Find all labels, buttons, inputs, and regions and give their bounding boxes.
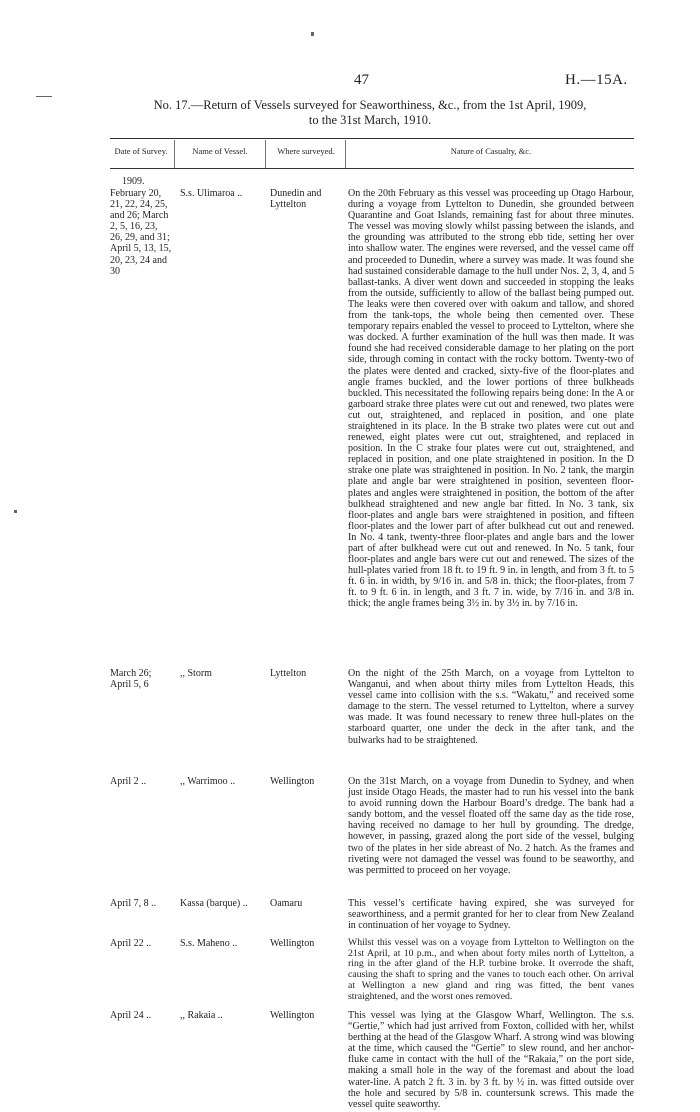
table-row (110, 776, 634, 890)
row-place: Wellington (270, 938, 315, 949)
row-nature: This vessel’s certificate having expired, she was surveyed for seaworthiness, and a permit granted for her to clear from New Zealand in continuation of her voyage to Sydney. (348, 898, 634, 932)
row-place: Wellington (270, 776, 315, 787)
row-place: Dunedin and Lyttelton (270, 188, 322, 211)
row-date: April 2 .. (110, 776, 147, 787)
row-date: April 24 .. (110, 1010, 152, 1021)
header-nature: Nature of Casualty, &c. (450, 146, 532, 156)
row-vessel: S.s. Ulimaroa .. (180, 188, 243, 199)
title-line-2: to the 31st March, 1910. (308, 113, 432, 127)
row-nature: Whilst this vessel was on a voyage from Lyttelton to Wellington on the 21st April, at 10 p.m., and when about forty miles north of Lyttelton, a ring in the after gland of the H.P. turbine broke. It overrode the shaft, causing the shaft to spring and the vanes to touch each other. On arrival at Wellington a new gland and ring was fitted, the bent vanes straightened, and the worst ones removed. (348, 937, 634, 1002)
row-date: April 7, 8 .. (110, 898, 157, 909)
table-row (110, 1010, 634, 1110)
row-nature: On the 31st March, on a voyage from Dunedin to Sydney, and when just inside Otago Heads, the master had to run his vessel into the bank to avoid running down the Harbour Board’s dredge. The bank had a sandy bottom, and the vessel floated off the same day as the tide rose, having received no damage to her hull by grounding. The dredge, however, in passing, grazed along the port side of the vessel, bulging two of the plates in her side abreast of No. 2 hatch. As the frames and riveting were not damaged the vessel was found to be seaworthy, and was permitted to proceed on her voyage. (348, 776, 634, 876)
row-date: March 26; April 5, 6 (110, 668, 152, 691)
row-vessel: Kassa (barque) .. (180, 898, 248, 909)
row-vessel: ,, Storm (180, 668, 212, 679)
scan-speck (36, 96, 52, 97)
table-row (110, 188, 634, 658)
page-reference: H.—15A. (565, 72, 628, 88)
page-number: 47 (354, 72, 369, 88)
scan-speck (311, 32, 314, 36)
header-divider (265, 140, 266, 168)
year-label (110, 176, 634, 187)
header-divider (174, 140, 175, 168)
row-place: Oamaru (270, 898, 303, 909)
table-header (110, 140, 634, 168)
row-place: Lyttelton (270, 668, 307, 679)
header-date: Date of Survey. (114, 146, 168, 156)
header-bottom-rule (110, 168, 634, 169)
row-place: Wellington (270, 1010, 315, 1021)
row-nature: This vessel was lying at the Glasgow Wharf, Wellington. The s.s. “Gertie,” which had just arrived from Foxton, collided with her, whilst berthing at the head of the Glasgow Wharf. A strong wind was blowing at the time, which caused the “Gertie” to slew round, and her anchor-fluke came in contact with the hull of the “Rakaia,” on the port side, making a small hole in the way of the foremast and about the load water-line. A patch 2 ft. 3 in. by 3 ft. by ½ in. was fitted outside over the hole and secured by 5/8 in. countersunk screws. This made the vessel quite seaworthy. (348, 1010, 634, 1110)
scan-speck (14, 510, 17, 513)
survey-year: 1909. (122, 176, 145, 187)
header-top-rule (110, 138, 634, 139)
row-nature: On the 20th February as this vessel was proceeding up Otago Harbour, during a voyage from Lyttelton to Dunedin, she grounded between Quarantine and Goat Islands, remaining fast for about three minutes. The vessel was moving slowly whilst passing between the islands, and the grounding was attributed to the strong ebb tide, setting her over into shallow water. The engines were reversed, and the vessel came off and proceeded to Dunedin, where a survey was made. It was found she had sustained considerable damage to the hull under Nos. 2, 3, 4, and 5 ballast-tanks. A diver went down and succeeded in stopping the leaks from the outside, sufficiently to allow of the ballast being pumped out. The leaks were then covered over with oakum and tallow, and shored from the tank-tops, the whole being then cemented over. These temporary repairs enabled the vessel to proceed to Lyttelton, where she was docked. A further examination of the hull was then made. It was found she had received considerable damage to her plating on the port side, through coming in contact with the rocky bottom. Twenty-two of the plates were dented and cracked, sixty-five of the floor-plates and angle frames buckled, and the lower portions of three bulkheads buckled. This necessitated the following repairs being done: In the A or garboard strake three plates were cut out and renewed, two plates were cut out, straightened, and replaced in position, and one plate straightened in its place. In the B strake two plates were cut out and renewed, eight plates were cut out, straightened, and replaced in position. In the C strake four plates were cut out, straightened, and replaced in position, and one plate straightened in position. In the D strake one plate was straightened in position. In No. 2 tank, the margin plate and angle bar were straightened in position, seventeen floor-plates and angles were straightened in position, the bottom of the after bulkhead straightened and new angle bar fitted. In No. 3 tank, six floor-plates and angle bars were straightened in position, and fifteen floor-plates and the lower part of after bulkhead cut out and renewed. In No. 4 tank, twenty-three floor-plates and angle bars and the lower part of after bulkhead were cut out and renewed. In No. 5 tank, four floor-plates and angle bars were cut out and renewed. The sizes of the hull-plates varied from 18 ft. to 19 ft. 9 in. in length, and from 3 ft. to 5 ft. 6 in. in width, by 9/16 in. and 5/8 in. thick; the floor-plates, from 7 ft. to 9 ft. 6 in. in length, and 3 ft. 7 in. wide, by 7/16 in. and 3/8 in. thick; the angle frames being 3½ in. by 3½ in. by 7/16 in. (348, 188, 634, 610)
title-line-1: No. 17.—Return of Vessels surveyed for Seaworthiness, &c., from the 1st April, 1909, (153, 98, 587, 112)
table-title (110, 98, 630, 128)
row-date: April 22 .. (110, 938, 152, 949)
row-vessel: S.s. Maheno .. (180, 938, 238, 949)
table-row (110, 938, 634, 1004)
header-divider (345, 140, 346, 168)
table-row (110, 898, 634, 934)
header-place: Where surveyed. (277, 146, 335, 156)
row-vessel: ,, Rakaia .. (180, 1010, 223, 1021)
row-vessel: ,, Warrimoo .. (180, 776, 236, 787)
row-date: February 20, 21, 22, 24, 25, and 26; March 2, 5, 16, 23, 26, 29, and 31; April 5, 13, 15, 20, 23, 24 and 30 (110, 188, 172, 277)
row-nature: On the night of the 25th March, on a voyage from Lyttelton to Wanganui, and when about thirty miles from Lyttelton Heads, this vessel came into collision with the s.s. “Wakatu,” and received some damage to the stern. The vessel returned to Lyttelton, where a survey was made. It was found necessary to renew three hull-plates on the starboard quarter, one under the deck in the after tank, and the bulwarks had to be straightened. (348, 668, 634, 746)
header-name: Name of Vessel. (192, 146, 248, 156)
table-row (110, 668, 634, 768)
